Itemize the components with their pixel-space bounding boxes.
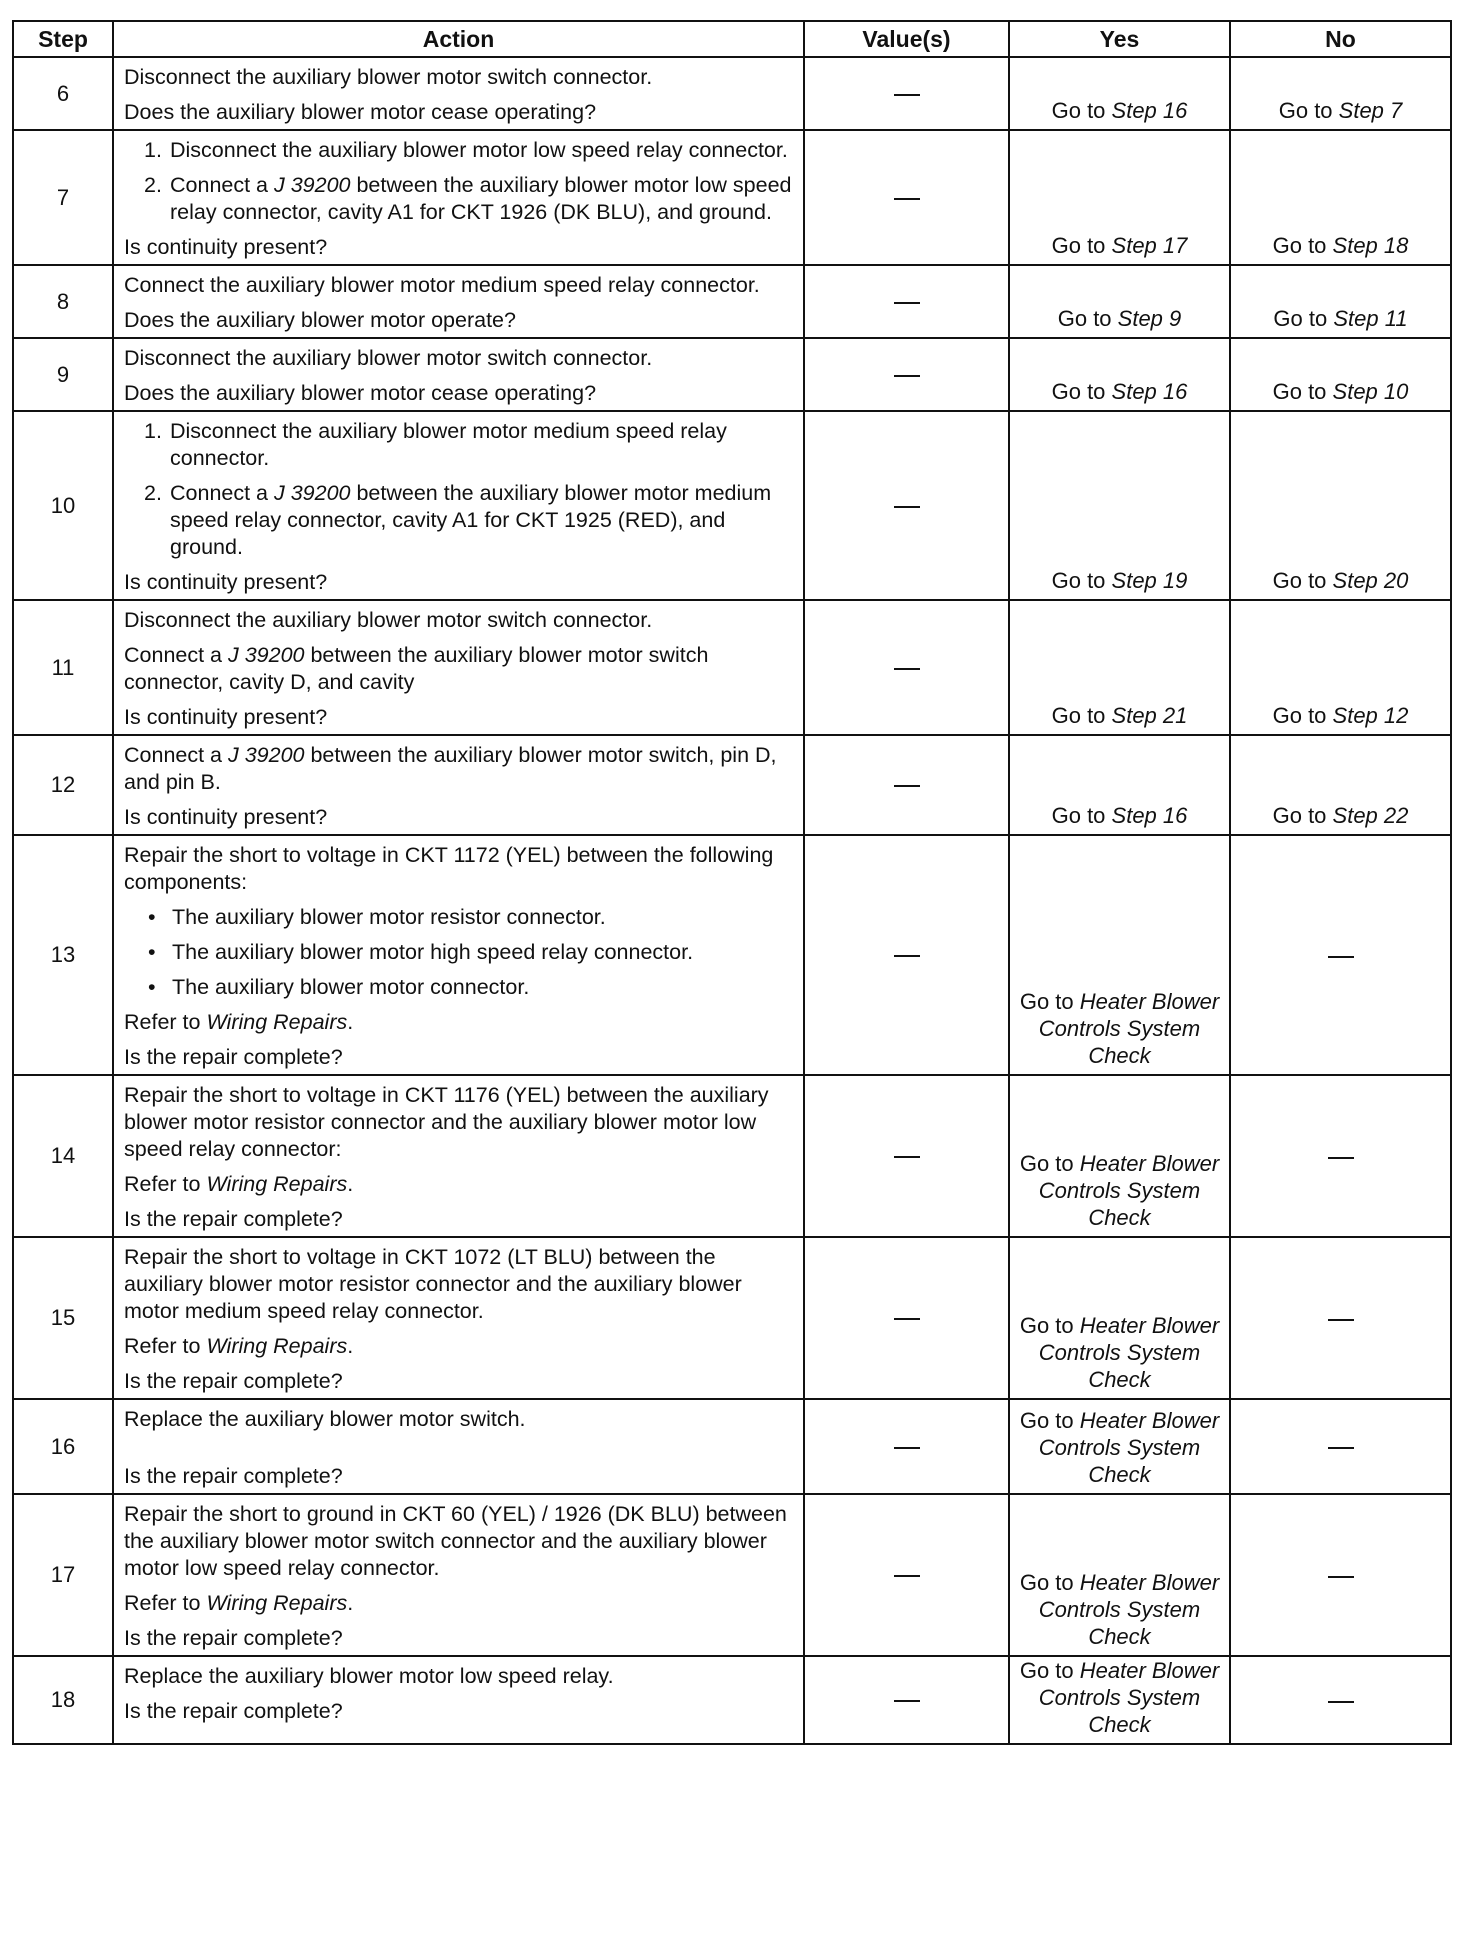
table-row — [13, 1075, 1451, 1237]
yes-cell — [1009, 1656, 1230, 1744]
italic-reference: Step 17 — [1111, 233, 1188, 258]
italic-reference: Step 22 — [1332, 803, 1409, 828]
text-run: Connect a — [170, 481, 274, 505]
italic-reference: Step 11 — [1333, 306, 1408, 331]
action-paragraph — [124, 1501, 793, 1582]
no-cell — [1230, 1656, 1451, 1744]
italic-reference: Step 16 — [1111, 379, 1188, 404]
step-cell: 12 — [13, 735, 113, 835]
text-run: Go to — [1273, 306, 1334, 331]
dash-mark — [1328, 1447, 1354, 1449]
text-run: Is the repair complete? — [124, 1626, 343, 1650]
action-paragraph — [124, 1171, 793, 1198]
diagnostic-table — [12, 20, 1452, 1745]
text-run: Is the repair complete? — [124, 1369, 343, 1393]
text-run: Refer to — [124, 1334, 207, 1358]
action-cell — [113, 735, 804, 835]
value-cell — [804, 1075, 1009, 1237]
header-no: No — [1230, 21, 1451, 57]
item-number: 2. — [144, 481, 162, 505]
dash-mark — [894, 1700, 920, 1702]
action-paragraph — [124, 1368, 793, 1395]
dash-mark — [894, 785, 920, 787]
italic-reference: J 39200 — [227, 743, 305, 767]
step-cell: 7 — [13, 130, 113, 265]
value-cell — [804, 600, 1009, 735]
italic-reference: Wiring Repairs — [206, 1591, 348, 1615]
text-run: Go to — [1019, 1658, 1080, 1683]
italic-reference: Heater Blower Controls System Check — [1038, 1408, 1220, 1487]
table-row — [13, 338, 1451, 411]
no-cell — [1230, 1237, 1451, 1399]
text-run: Go to — [1272, 703, 1333, 728]
text-run: Connect a — [170, 173, 274, 197]
spacer — [124, 1441, 793, 1463]
no-cell — [1230, 265, 1451, 338]
italic-reference: Step 16 — [1111, 803, 1188, 828]
text-run: Refer to — [124, 1010, 207, 1034]
text-run: Go to — [1272, 568, 1333, 593]
italic-reference: J 39200 — [273, 481, 351, 505]
text-run: Go to — [1019, 989, 1080, 1014]
value-cell — [804, 835, 1009, 1075]
yes-cell — [1009, 1075, 1230, 1237]
numbered-steps — [124, 418, 793, 561]
text-run: between the auxiliary blower motor medium speed relay connector, cavity A1 for CKT 1925 (RED), and ground. — [170, 481, 772, 559]
text-run: Disconnect the auxiliary blower motor switch connector. — [124, 346, 653, 370]
header-action: Action — [113, 21, 804, 57]
numbered-item — [124, 172, 793, 226]
text-run: Is the repair complete? — [124, 1207, 343, 1231]
table-row — [13, 130, 1451, 265]
step-cell: 13 — [13, 835, 113, 1075]
text-run: The auxiliary blower motor resistor connector. — [172, 905, 606, 929]
no-cell — [1230, 835, 1451, 1075]
value-cell — [804, 130, 1009, 265]
action-paragraph — [124, 1698, 793, 1725]
value-cell — [804, 735, 1009, 835]
italic-reference: Wiring Repairs — [206, 1334, 348, 1358]
action-cell — [113, 1399, 804, 1494]
text-run: Is the repair complete? — [124, 1045, 343, 1069]
action-cell — [113, 265, 804, 338]
action-cell — [113, 835, 804, 1075]
text-run: Is the repair complete? — [124, 1699, 343, 1723]
text-run: Go to — [1051, 98, 1112, 123]
text-run: Go to — [1019, 1408, 1080, 1433]
action-paragraph — [124, 1009, 793, 1036]
action-paragraph — [124, 272, 793, 299]
table-row — [13, 600, 1451, 735]
no-cell — [1230, 130, 1451, 265]
italic-reference: Wiring Repairs — [206, 1010, 348, 1034]
dash-mark — [894, 375, 920, 377]
table-row — [13, 1237, 1451, 1399]
bullet-item — [124, 974, 793, 1001]
header-row — [13, 21, 1451, 57]
text-run: Go to — [1272, 803, 1333, 828]
action-paragraph — [124, 1625, 793, 1652]
action-paragraph — [124, 345, 793, 372]
text-run: Does the auxiliary blower motor operate? — [124, 308, 516, 332]
action-paragraph — [124, 742, 793, 796]
action-paragraph — [124, 380, 793, 407]
item-number: 2. — [144, 173, 162, 197]
action-paragraph — [124, 1244, 793, 1325]
bullet-item — [124, 904, 793, 931]
bullet-icon: • — [148, 975, 156, 999]
text-run: Go to — [1051, 379, 1112, 404]
yes-cell — [1009, 265, 1230, 338]
step-cell: 8 — [13, 265, 113, 338]
no-cell — [1230, 1399, 1451, 1494]
table-row — [13, 835, 1451, 1075]
italic-reference: Step 21 — [1111, 703, 1188, 728]
yes-cell — [1009, 57, 1230, 130]
italic-reference: Heater Blower Controls System Check — [1038, 989, 1220, 1068]
dash-mark — [894, 1318, 920, 1320]
text-run: between the auxiliary blower motor switch connector, cavity D, and cavity — [124, 643, 709, 694]
text-run: Go to — [1057, 306, 1118, 331]
text-run: Go to — [1272, 379, 1333, 404]
yes-cell — [1009, 735, 1230, 835]
numbered-item — [124, 418, 793, 472]
dash-mark — [894, 668, 920, 670]
dash-mark — [894, 955, 920, 957]
no-cell — [1230, 1075, 1451, 1237]
action-paragraph — [124, 99, 793, 126]
dash-mark — [894, 94, 920, 96]
action-cell — [113, 338, 804, 411]
no-cell — [1230, 411, 1451, 600]
table-row — [13, 265, 1451, 338]
text-run: Disconnect the auxiliary blower motor medium speed relay connector. — [170, 419, 727, 470]
italic-reference: Step 7 — [1338, 98, 1403, 123]
step-cell: 10 — [13, 411, 113, 600]
text-run: Connect a — [124, 743, 228, 767]
header-yes: Yes — [1009, 21, 1230, 57]
action-cell — [113, 600, 804, 735]
table-body — [13, 57, 1451, 1744]
value-cell — [804, 1399, 1009, 1494]
action-paragraph — [124, 804, 793, 831]
dash-mark — [1328, 1319, 1354, 1321]
value-cell — [804, 338, 1009, 411]
action-paragraph — [124, 1590, 793, 1617]
italic-reference: Step 16 — [1111, 98, 1188, 123]
text-run: between the auxiliary blower motor low speed relay connector, cavity A1 for CKT 1926 (DK BLU), and ground. — [170, 173, 792, 224]
italic-reference: Step 19 — [1111, 568, 1188, 593]
action-paragraph — [124, 1044, 793, 1071]
italic-reference: Heater Blower Controls System Check — [1038, 1570, 1220, 1649]
action-paragraph — [124, 569, 793, 596]
step-cell: 18 — [13, 1656, 113, 1744]
bullet-icon: • — [148, 905, 156, 929]
dash-mark — [894, 1575, 920, 1577]
bullet-icon: • — [148, 940, 156, 964]
step-cell: 14 — [13, 1075, 113, 1237]
numbered-item — [124, 480, 793, 561]
dash-mark — [1328, 1701, 1354, 1703]
action-cell — [113, 130, 804, 265]
text-run: Is continuity present? — [124, 705, 328, 729]
text-run: Repair the short to voltage in CKT 1172 (YEL) between the following components: — [124, 843, 774, 894]
text-run: Does the auxiliary blower motor cease operating? — [124, 100, 597, 124]
header-values: Value(s) — [804, 21, 1009, 57]
text-run: Does the auxiliary blower motor cease operating? — [124, 381, 597, 405]
step-cell: 16 — [13, 1399, 113, 1494]
dash-mark — [1328, 1157, 1354, 1159]
italic-reference: Step 20 — [1332, 568, 1409, 593]
text-run: Is the repair complete? — [124, 1464, 343, 1488]
yes-cell — [1009, 835, 1230, 1075]
no-cell — [1230, 338, 1451, 411]
text-run: between the auxiliary blower motor switch, pin D, and pin B. — [124, 743, 777, 794]
italic-reference: Wiring Repairs — [206, 1172, 348, 1196]
step-cell: 6 — [13, 57, 113, 130]
italic-reference: Step 10 — [1332, 379, 1409, 404]
text-run: Disconnect the auxiliary blower motor switch connector. — [124, 608, 653, 632]
action-cell — [113, 1075, 804, 1237]
italic-reference: Step 18 — [1332, 233, 1409, 258]
yes-cell — [1009, 411, 1230, 600]
action-paragraph — [124, 1082, 793, 1163]
text-run: Go to — [1051, 568, 1112, 593]
value-cell — [804, 1656, 1009, 1744]
action-paragraph — [124, 842, 793, 896]
text-run: Go to — [1019, 1313, 1080, 1338]
value-cell — [804, 57, 1009, 130]
text-run: Refer to — [124, 1172, 207, 1196]
action-paragraph — [124, 1663, 793, 1690]
text-run: Is continuity present? — [124, 235, 328, 259]
action-cell — [113, 1656, 804, 1744]
no-cell — [1230, 57, 1451, 130]
yes-cell — [1009, 1399, 1230, 1494]
text-run: . — [347, 1591, 354, 1615]
action-cell — [113, 1494, 804, 1656]
text-run: Replace the auxiliary blower motor switch. — [124, 1407, 526, 1431]
value-cell — [804, 265, 1009, 338]
italic-reference: Heater Blower Controls System Check — [1038, 1313, 1220, 1392]
yes-cell — [1009, 600, 1230, 735]
table-row — [13, 735, 1451, 835]
no-cell — [1230, 1494, 1451, 1656]
yes-cell — [1009, 130, 1230, 265]
action-paragraph — [124, 607, 793, 634]
text-run: Go to — [1019, 1570, 1080, 1595]
table-row — [13, 57, 1451, 130]
value-cell — [804, 411, 1009, 600]
action-cell — [113, 1237, 804, 1399]
yes-cell — [1009, 338, 1230, 411]
italic-reference: Heater Blower Controls System Check — [1038, 1151, 1220, 1230]
yes-cell — [1009, 1237, 1230, 1399]
no-cell — [1230, 735, 1451, 835]
text-run: Is continuity present? — [124, 805, 328, 829]
dash-mark — [894, 302, 920, 304]
dash-mark — [1328, 956, 1354, 958]
text-run: . — [347, 1172, 354, 1196]
italic-reference: J 39200 — [273, 173, 351, 197]
numbered-steps — [124, 137, 793, 226]
text-run: Disconnect the auxiliary blower motor low speed relay connector. — [170, 138, 788, 162]
item-number: 1. — [144, 419, 162, 443]
text-run: The auxiliary blower motor high speed relay connector. — [172, 940, 694, 964]
text-run: The auxiliary blower motor connector. — [172, 975, 530, 999]
dash-mark — [894, 1156, 920, 1158]
table-row — [13, 1656, 1451, 1744]
italic-reference: Heater Blower Controls System Check — [1038, 1658, 1220, 1737]
text-run: Disconnect the auxiliary blower motor switch connector. — [124, 65, 653, 89]
step-cell: 11 — [13, 600, 113, 735]
text-run: Refer to — [124, 1591, 207, 1615]
value-cell — [804, 1237, 1009, 1399]
no-cell — [1230, 600, 1451, 735]
text-run: Go to — [1051, 233, 1112, 258]
action-paragraph — [124, 1333, 793, 1360]
action-paragraph — [124, 234, 793, 261]
italic-reference: Step 12 — [1332, 703, 1409, 728]
yes-cell — [1009, 1494, 1230, 1656]
text-run: Go to — [1051, 803, 1112, 828]
step-cell: 15 — [13, 1237, 113, 1399]
step-cell: 17 — [13, 1494, 113, 1656]
action-paragraph — [124, 1406, 793, 1433]
dash-mark — [1328, 1576, 1354, 1578]
numbered-item — [124, 137, 793, 164]
text-run: . — [347, 1334, 354, 1358]
italic-reference: Step 9 — [1117, 306, 1182, 331]
table-row — [13, 411, 1451, 600]
text-run: Connect the auxiliary blower motor medium speed relay connector. — [124, 273, 760, 297]
action-paragraph — [124, 64, 793, 91]
text-run: Repair the short to voltage in CKT 1072 (LT BLU) between the auxiliary blower motor resistor connector and the auxiliary blower motor medium speed relay connector. — [124, 1245, 742, 1323]
text-run: Repair the short to voltage in CKT 1176 (YEL) between the auxiliary blower motor resistor connector and the auxiliary blower motor low speed relay connector: — [124, 1083, 769, 1161]
text-run: Go to — [1278, 98, 1339, 123]
dash-mark — [894, 1447, 920, 1449]
text-run: Is continuity present? — [124, 570, 328, 594]
action-paragraph — [124, 1463, 793, 1490]
table-row — [13, 1494, 1451, 1656]
text-run: . — [347, 1010, 354, 1034]
action-cell — [113, 57, 804, 130]
table-row — [13, 1399, 1451, 1494]
bullet-list — [124, 904, 793, 1001]
header-step: Step — [13, 21, 113, 57]
action-paragraph — [124, 704, 793, 731]
action-cell — [113, 411, 804, 600]
dash-mark — [894, 506, 920, 508]
text-run: Replace the auxiliary blower motor low speed relay. — [124, 1664, 614, 1688]
text-run: Connect a — [124, 643, 228, 667]
text-run: Go to — [1272, 233, 1333, 258]
action-paragraph — [124, 307, 793, 334]
italic-reference: J 39200 — [227, 643, 305, 667]
value-cell — [804, 1494, 1009, 1656]
action-paragraph — [124, 1206, 793, 1233]
step-cell: 9 — [13, 338, 113, 411]
text-run: Repair the short to ground in CKT 60 (YEL) / 1926 (DK BLU) between the auxiliary blower motor switch connector and the auxiliary blower motor low speed relay connector. — [124, 1502, 787, 1580]
text-run: Go to — [1051, 703, 1112, 728]
action-paragraph — [124, 642, 793, 696]
bullet-item — [124, 939, 793, 966]
text-run: Go to — [1019, 1151, 1080, 1176]
item-number: 1. — [144, 138, 162, 162]
dash-mark — [894, 198, 920, 200]
